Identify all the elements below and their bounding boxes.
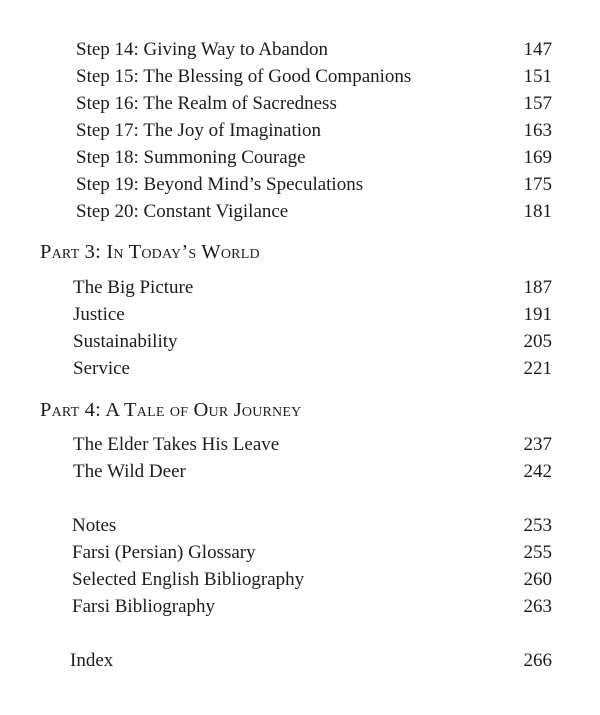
- toc-entry-elder-leave: [0, 433, 600, 457]
- toc-entry-service: [0, 357, 600, 381]
- toc-entry-title: Sustainability: [73, 331, 178, 352]
- toc-entry-page: 169: [523, 147, 552, 168]
- toc-entry-title: The Big Picture: [73, 277, 194, 298]
- toc-entry-page: 260: [523, 569, 552, 590]
- toc-entry-title: Service: [73, 358, 130, 379]
- toc-entry-step-18: [0, 146, 600, 170]
- toc-entry-farsi-glossary: [0, 541, 600, 565]
- toc-entry-justice: [0, 303, 600, 327]
- toc-entry-step-14: [0, 38, 600, 62]
- toc-entry-title: Step 17: The Joy of Imagination: [76, 120, 322, 141]
- toc-entry-sustainability: [0, 330, 600, 354]
- toc-entry-page: 147: [523, 39, 552, 60]
- toc-entry-page: 175: [523, 174, 552, 195]
- toc-entry-page: 205: [523, 331, 552, 352]
- toc-entry-title: Index: [70, 650, 114, 671]
- toc-entry-page: 237: [523, 434, 552, 455]
- toc-entry-notes: [0, 514, 600, 538]
- toc-entry-english-bibliography: [0, 568, 600, 592]
- toc-entry-title: Step 18: Summoning Courage: [76, 147, 306, 168]
- toc-entry-page: 163: [523, 120, 552, 141]
- toc-entry-index: [0, 649, 600, 673]
- toc-entry-title: The Wild Deer: [73, 461, 186, 482]
- toc-entry-step-15: [0, 65, 600, 89]
- toc-entry-title: Justice: [73, 304, 125, 325]
- toc-entry-page: 181: [523, 201, 552, 222]
- toc-entry-title: Step 20: Constant Vigilance: [76, 201, 289, 222]
- toc-entry-step-20: [0, 200, 600, 224]
- toc-entry-step-19: [0, 173, 600, 197]
- toc-entry-page: 151: [523, 66, 552, 87]
- toc-entry-title: Farsi (Persian) Glossary: [72, 542, 256, 563]
- toc-entry-title: The Elder Takes His Leave: [73, 434, 280, 455]
- toc-entry-title: Farsi Bibliography: [72, 596, 216, 617]
- toc-entry-big-picture: [0, 276, 600, 300]
- toc-entry-title: Step 19: Beyond Mind’s Speculations: [76, 174, 364, 195]
- toc-entry-page: 242: [523, 461, 552, 482]
- part-3-heading: Part 3: In Today’s World: [40, 241, 260, 263]
- toc-entry-title: Step 14: Giving Way to Abandon: [76, 39, 328, 60]
- toc-entry-step-17: [0, 119, 600, 143]
- toc-entry-title: Selected English Bibliography: [72, 569, 305, 590]
- toc-entry-wild-deer: [0, 460, 600, 484]
- part-4-heading: Part 4: A Tale of Our Journey: [40, 399, 302, 421]
- toc-entry-page: 157: [523, 93, 552, 114]
- toc-entry-title: Step 16: The Realm of Sacredness: [76, 93, 337, 114]
- toc-entry-page: 221: [523, 358, 552, 379]
- toc-entry-page: 191: [523, 304, 552, 325]
- toc-entry-page: 263: [523, 596, 552, 617]
- toc-entry-page: 255: [523, 542, 552, 563]
- toc-entry-step-16: [0, 92, 600, 116]
- toc-entry-farsi-bibliography: [0, 595, 600, 619]
- toc-entry-title: Step 15: The Blessing of Good Companions: [76, 66, 412, 87]
- toc-entry-page: 187: [523, 277, 552, 298]
- toc-entry-page: 253: [523, 515, 552, 536]
- toc-entry-page: 266: [523, 650, 552, 671]
- toc-entry-title: Notes: [72, 515, 117, 536]
